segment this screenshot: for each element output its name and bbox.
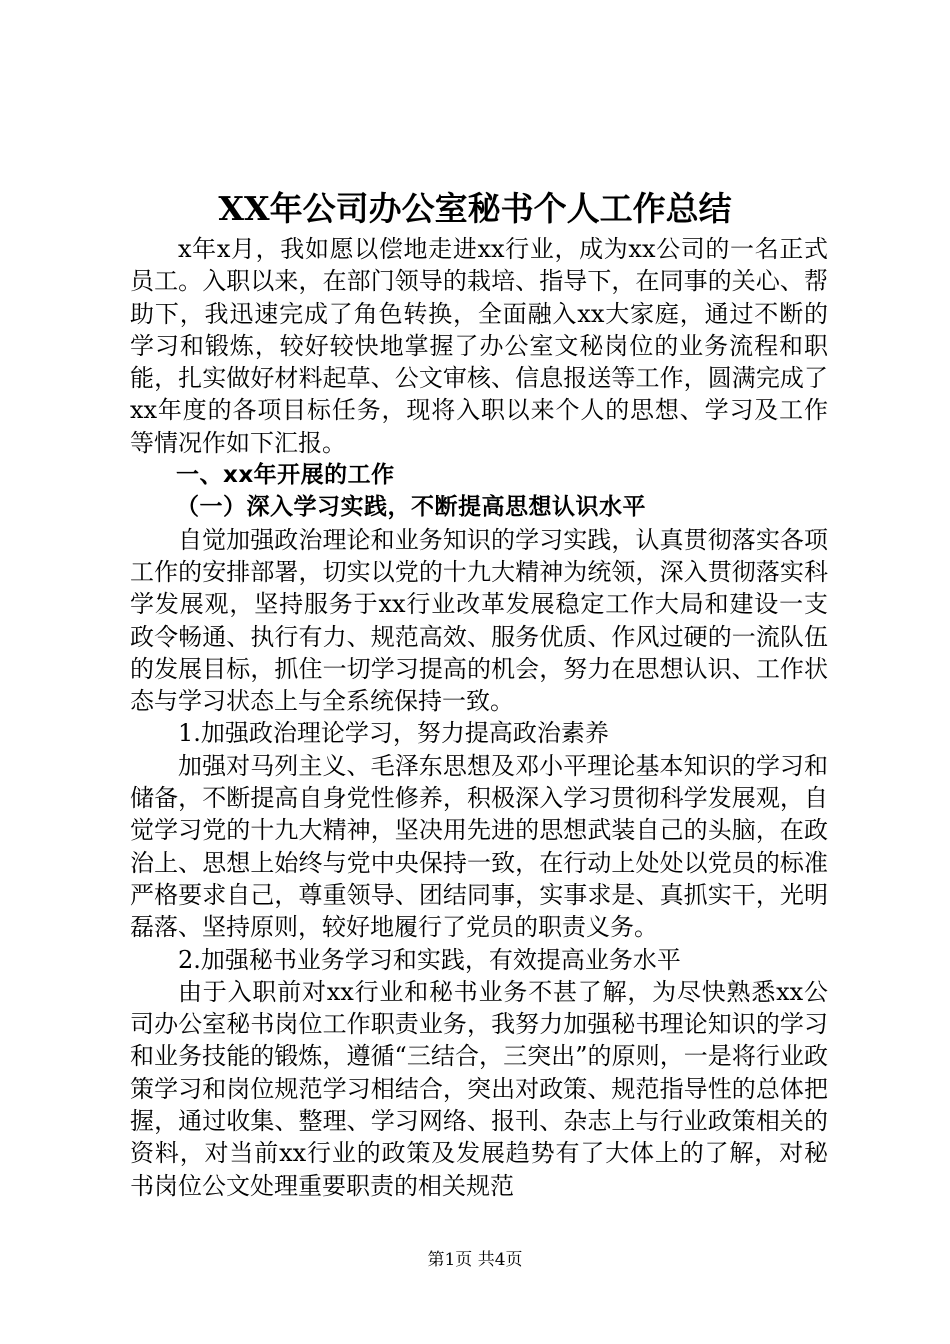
item-heading: 1.加强政治理论学习，努力提高政治素养 xyxy=(178,719,609,748)
body-paragraph: 由于入职前对xx行业和秘书业务不甚了解，为尽快熟悉xx公司办公室秘书岗位工作职责业务，我努力加强秘书理论知识的学习和业务技能的锻炼，遵循“三结合，三突出”的原则，一是将行业政策学习和岗位规范学习相结合，突出对政策、规范指导性的总体把握，通过收集、整理、学习网络、报刊、杂志上与行业政策相关的资料，对当前xx行业的政策及发展趋势有了大体上的了解，对秘书岗位公文处理重要职责的相关规范 xyxy=(130,977,828,1200)
body-paragraph: 自觉加强政治理论和业务知识的学习实践，认真贯彻落实各项工作的安排部署，切实以党的十九大精神为统领，深入贯彻落实科学发展观，坚持服务于xx行业改革发展稳定工作大局和建设一支政令畅通、执行有力、规范高效、服务优质、作风过硬的一流队伍的发展目标，抓住一切学习提高的机会，努力在思想认识、工作状态与学习状态上与全系统保持一致。 xyxy=(130,525,828,716)
item-heading: 2.加强秘书业务学习和实践，有效提高业务水平 xyxy=(178,945,681,974)
document-title: XX年公司办公室秘书个人工作总结 xyxy=(218,189,732,228)
document-body xyxy=(130,233,828,1202)
section-heading: 一、xx年开展的工作 xyxy=(176,462,395,489)
body-paragraph: 加强对马列主义、毛泽东思想及邓小平理论基本知识的学习和储备，不断提高自身党性修养，积极深入学习贯彻科学发展观，自觉学习党的十九大精神，坚决用先进的思想武装自己的头脑，在政治上、思想上始终与党中央保持一致，在行动上处处以党员的标准严格要求自己，尊重领导、团结同事，实事求是、真抓实干，光明磊落、坚持原则，较好地履行了党员的职责义务。 xyxy=(130,751,828,942)
page-footer: 第1页 共4页 xyxy=(427,1250,523,1270)
intro-paragraph: x年x月，我如愿以偿地走进xx行业，成为xx公司的一名正式员工。入职以来，在部门领导的栽培、指导下，在同事的关心、帮助下，我迅速完成了角色转换，全面融入xx大家庭，通过不断的学习和锻炼，较好较快地掌握了办公室文秘岗位的业务流程和职能，扎实做好材料起草、公文审核、信息报送等工作，圆满完成了xx年度的各项目标任务，现将入职以来个人的思想、学习及工作等情况作如下汇报。 xyxy=(130,235,828,457)
subsection-heading: （一）深入学习实践，不断提高思想认识水平 xyxy=(176,494,646,521)
